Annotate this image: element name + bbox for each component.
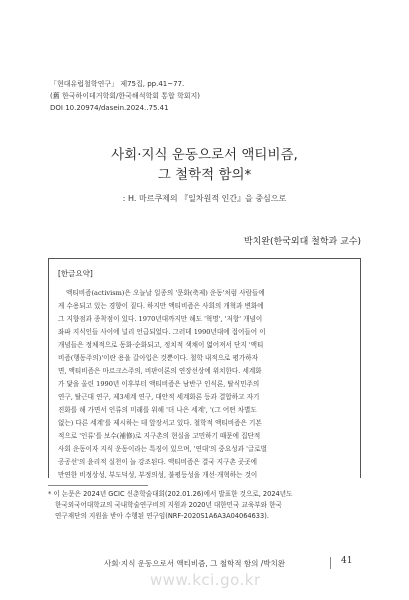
doi-text: DOI 10.20974/dasein.2024..75.41 — [50, 104, 169, 112]
watermark: www.kci.go.kr — [150, 571, 261, 589]
abstract-line: 만연한 비정상성, 부도덕성, 부정의성, 불평등성을 개선·개혁하는 것이 — [58, 471, 258, 478]
society-note: (舊 한국하이데거학회/한국해석학회 통합 학회지) — [50, 92, 200, 100]
paper-title-line-1: 사회·지식 운동으로서 액티비즘, — [111, 147, 298, 163]
abstract-line: 액티비즘(activism)은 오늘날 일종의 '문화(축제) 운동'처럼 사람들에 — [66, 289, 265, 297]
abstract-line: 공공선'의 윤리적 실천이 늘 강조된다. 액티비즘은 결국 지구촌 곳곳에 — [58, 458, 258, 466]
abstract-line: 게 수용되고 있는 경향이 짙다. 하지만 액티비즘은 사회의 개혁과 변화에 — [58, 302, 264, 310]
abstract-line: 비즘(행동주의)'이란 용을 갈아입은 것뿐이다. 철학 내적으로 평가하자 — [58, 354, 258, 362]
page-number: 41 — [341, 556, 353, 566]
abstract-line: 그 지향점과 종착점이 있다. 1970년대까지만 해도 '혁명', '저항' 개념이 — [58, 315, 263, 323]
author-affiliation: 박치완(한국외대 철학과 교수) — [243, 237, 361, 247]
paper-subtitle: : H. 마르쿠제의 『일차원적 인간』을 중심으로 — [122, 194, 287, 203]
abstract-line: 가 닻을 올린 1990년 이후부터 액티비즘은 남반구 인식론, 탈식민주의 — [58, 380, 260, 388]
footnote-rule — [48, 485, 148, 486]
abstract-box — [48, 258, 361, 478]
journal-citation: 「현대유럽철학연구」 제75집, pp.41~77. — [50, 80, 185, 88]
footnote — [48, 489, 366, 522]
footnote-line: 한국외국어대학교의 국내학술연구비의 지원과 2020년 대한민국 교육부와 한국 — [55, 501, 282, 509]
abstract-line: 좌파 지식인들 사이에 널리 언급되었다. 그러데 1990년대에 접어들어 이 — [58, 328, 266, 336]
abstract-line: 사회 운동이자 지식 운동이라는 특징이 있으며, '연대'의 중요성과 '글로벌 — [58, 445, 268, 453]
abstract-line: 적으로 '인류'를 보수(補修)로 지구촌의 현실을 고민하기 때문에 집단적 — [58, 432, 261, 440]
abstract-line: 개념들은 정체적으로 동화·순화되고, 정치적 색채이 엷어져서 단지 '액티 — [58, 341, 264, 349]
abstract-text — [58, 287, 354, 478]
abstract-line: 진화를 해 가면서 인류의 미래를 위해 '더 나은 세계', '(그 어떤 차별도 — [58, 406, 257, 414]
abstract-heading: [한글요약] — [58, 269, 93, 278]
abstract-line: 연구, 탈근대 연구, 제3세계 연구, 대안적 세계화론 등과 결합하고 자기 — [58, 393, 260, 401]
abstract-line: 면, 액티비즘은 마르크스주의, 비판이론의 연장선상에 위치한다. 세계화 — [58, 367, 262, 375]
footnote-line: 연구재단의 지원을 받아 수행된 연구임(NRF-2020S1A6A3A04064633). — [55, 512, 269, 520]
running-header: 사회·지식 운동으로서 액티비즘, 그 철학적 함의 /박치완 — [104, 559, 285, 568]
footnote-line: * 이 논문은 2024년 GCIC 신춘학술대회(202.01.26)에서 발표한 것으로, 2024년도 — [48, 490, 293, 498]
abstract-line: 없는) 다른 세계'를 제시하는 데 앞장서고 있다. 철학적 액티비즘은 기본 — [58, 419, 262, 427]
page-number-divider — [330, 557, 331, 569]
paper-title-line-2: 그 철학적 함의* — [157, 167, 252, 183]
publication-meta — [50, 78, 200, 114]
